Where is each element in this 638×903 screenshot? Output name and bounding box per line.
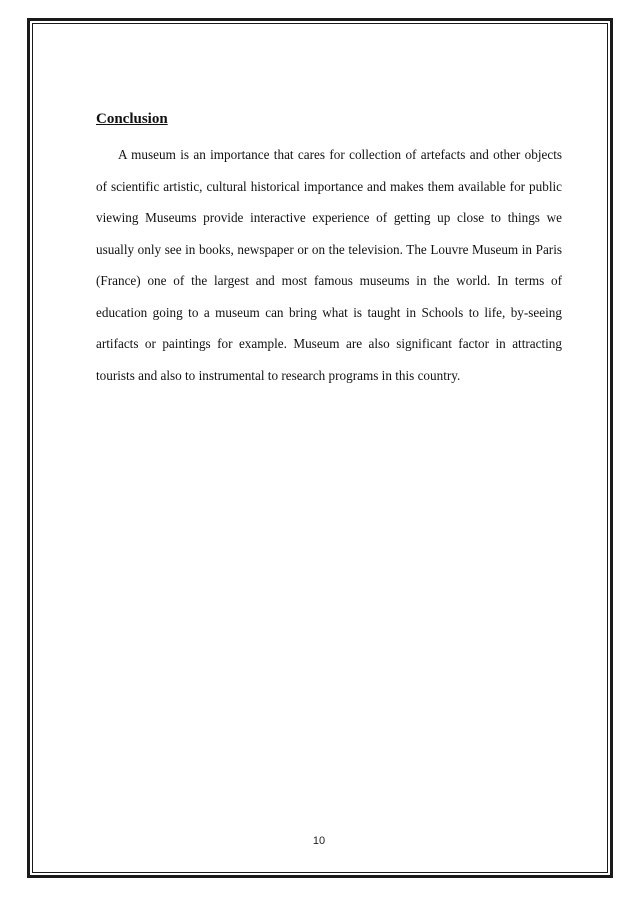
- section-heading: Conclusion: [96, 111, 168, 127]
- page-number: 10: [312, 835, 326, 847]
- body-paragraph: A museum is an importance that cares for collection of artefacts and other objects of scientific artistic, cultural historical importance and makes them available for public viewing Museums provide interactive experience of getting up close to things we usually only see in books, newspaper or on the television. The Louvre Museum in Paris (France) one of the largest and most famous museums in the world. In terms of education going to a museum can bring what is taught in Schools to life, by-seeing artifacts or paintings for example. Museum are also significant factor in attracting tourists and also to instrumental to research programs in this country.: [96, 147, 562, 383]
- document-content: [96, 108, 562, 391]
